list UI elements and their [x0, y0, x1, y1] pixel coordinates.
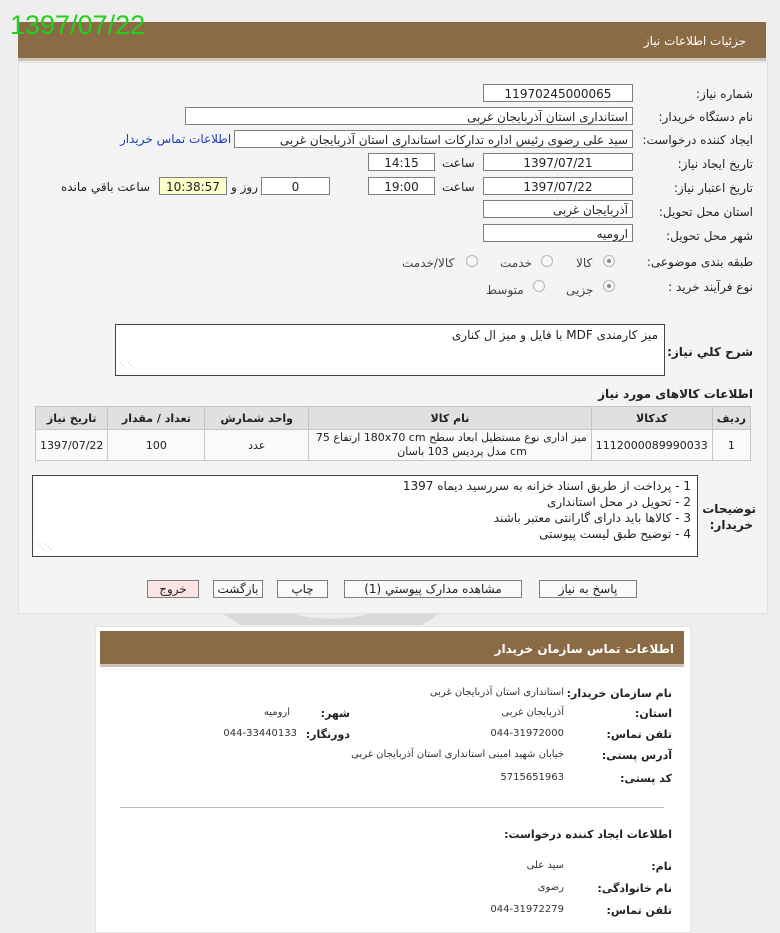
cell-date: 1397/07/22 — [36, 430, 108, 461]
city-label: شهر محل تحویل: — [666, 229, 753, 243]
buyer-contact-card — [95, 626, 691, 933]
category-label: طبقه بندی موضوعی: — [646, 255, 753, 269]
note-line-2: 2 - تحویل در محل استانداری — [547, 495, 691, 509]
contact-phone-value: 044-31972000 — [490, 728, 564, 739]
contact-city-value: ارومیه — [263, 707, 290, 718]
valid-date-field[interactable]: 1397/07/22 — [483, 177, 633, 195]
cell-unit: عدد — [205, 430, 309, 461]
contact-divider — [120, 807, 664, 808]
contact-fax-value: 044-33440133 — [223, 728, 297, 739]
category-radio-service[interactable] — [541, 255, 553, 267]
cell-qty: 100 — [108, 430, 205, 461]
contact-province-value: آذربایجان غربی — [501, 707, 564, 718]
date-stamp: 1397/07/22 — [10, 10, 146, 40]
buyer-notes-label-1: توضیحات — [702, 502, 756, 516]
resize-grip-icon[interactable]: ⋰⋰ — [36, 542, 52, 551]
purchase-radio-medium[interactable] — [533, 280, 545, 292]
contact-org-label: نام سازمان خریدار: — [566, 687, 672, 700]
created-date-label: تاریخ ایجاد نیاز: — [677, 157, 753, 171]
purchase-type-label: نوع فرآیند خرید : — [668, 280, 753, 294]
col-qty: تعداد / مقدار — [108, 407, 205, 430]
note-line-4: 4 - توضیح طبق لیست پیوستی — [539, 527, 691, 541]
remaining-time-field[interactable]: 10:38:57 — [159, 177, 227, 195]
reply-button[interactable]: پاسخ به نیاز — [539, 580, 637, 598]
cell-code: 1112000089990033 — [591, 430, 712, 461]
days-label: روز و — [231, 180, 258, 194]
page-title: جزئیات اطلاعات نیاز — [643, 34, 746, 48]
need-number-label: شماره نیاز: — [696, 87, 753, 101]
contact-fax-label: دورنگار: — [305, 728, 350, 741]
category-option-both: کالا/خدمت — [402, 256, 455, 270]
creator-phone-value: 044-31972279 — [490, 904, 564, 915]
note-line-3: 3 - کالاها باید دارای گارانتی معتبر باشند — [493, 511, 691, 525]
valid-date-label: تاریخ اعتبار نیاز: — [673, 181, 753, 195]
purchase-radio-minor[interactable] — [603, 280, 615, 292]
table-row — [36, 430, 751, 461]
province-field[interactable]: آذربایجان غربی — [483, 200, 633, 218]
buyer-notes-label-2: خریدار: — [709, 518, 753, 532]
contact-org-value: استانداری استان آذربایجان غربی — [429, 687, 564, 698]
view-attachments-button[interactable]: مشاهده مدارک پیوستي (1) — [344, 580, 522, 598]
buyer-org-label: نام دستگاه خریدار: — [658, 110, 753, 124]
col-name: نام کالا — [309, 407, 592, 430]
valid-time-field[interactable]: 19:00 — [368, 177, 435, 195]
goods-table — [35, 406, 751, 461]
creator-info-title: اطلاعات ایجاد کننده درخواست: — [504, 828, 672, 841]
contact-header — [100, 631, 684, 667]
province-label: استان محل تحویل: — [658, 205, 753, 219]
contact-postal-value: 5715651963 — [500, 772, 564, 783]
creator-label: ایجاد کننده درخواست: — [642, 133, 753, 147]
contact-title: اطلاعات تماس سازمان خریدار — [494, 642, 674, 656]
created-time-field[interactable]: 14:15 — [368, 153, 435, 171]
cell-name-line2: cm مدل پردیس 103 باسان — [397, 445, 527, 458]
remaining-label: ساعت باقي مانده — [61, 180, 151, 194]
col-row: ردیف — [712, 407, 750, 430]
creator-family-value: رضوی — [537, 882, 564, 893]
cell-name-line1: میز اداری نوع مستطیل ابعاد سطح 180x70 cm ارتفاع 75 — [315, 431, 587, 444]
contact-postal-label: کد پستی: — [620, 772, 672, 785]
city-field[interactable]: ارومیه — [483, 224, 633, 242]
contact-province-label: استان: — [635, 707, 672, 720]
days-field[interactable]: 0 — [261, 177, 330, 195]
exit-button[interactable]: خروج — [147, 580, 199, 598]
summary-text: میز کارمندی MDF با فایل و میز ال کناری — [451, 328, 658, 342]
buyer-org-field[interactable]: استانداری استان آذربایجان غربی — [185, 107, 633, 125]
creator-field[interactable]: سید علی رضوی رئیس اداره تدارکات استانداری استان آذربایجان غربی — [234, 130, 633, 148]
creator-phone-label: تلفن تماس: — [606, 904, 672, 917]
summary-label: شرح کلي نياز: — [667, 345, 753, 359]
note-line-1: 1 - پرداخت از طریق اسناد خزانه به سررسید دیماه 1397 — [402, 479, 691, 493]
back-button[interactable]: بازگشت — [213, 580, 263, 598]
resize-grip-icon[interactable]: ⋰⋰ — [119, 361, 135, 370]
col-code: کدکالا — [591, 407, 712, 430]
contact-address-value: خیابان شهید امینی استانداری استان آذربایجان غربی — [351, 749, 564, 760]
creator-name-label: نام: — [651, 860, 672, 873]
contact-phone-label: تلفن تماس: — [606, 728, 672, 741]
col-date: تاریخ نیاز — [36, 407, 108, 430]
valid-time-label: ساعت — [442, 180, 475, 194]
col-unit: واحد شمارش — [205, 407, 309, 430]
buyer-contact-link[interactable]: اطلاعات تماس خریدار — [120, 132, 232, 146]
category-option-goods: کالا — [576, 256, 593, 270]
contact-address-label: آدرس پستی: — [601, 749, 672, 762]
category-radio-goods[interactable] — [603, 255, 615, 267]
cell-row: 1 — [712, 430, 750, 461]
category-radio-both[interactable] — [466, 255, 478, 267]
cell-name — [309, 430, 592, 461]
summary-textarea[interactable] — [115, 324, 665, 376]
creator-family-label: نام خانوادگی: — [597, 882, 672, 895]
buyer-notes-textarea[interactable] — [32, 475, 698, 557]
purchase-option-minor: جزیی — [566, 283, 594, 297]
category-option-service: خدمت — [500, 256, 532, 270]
purchase-option-medium: متوسط — [486, 283, 524, 297]
contact-city-label: شهر: — [320, 707, 350, 720]
goods-section-title: اطلاعات کالاهای مورد نیاز — [598, 387, 753, 401]
print-button[interactable]: چاپ — [277, 580, 328, 598]
created-date-field[interactable]: 1397/07/21 — [483, 153, 633, 171]
creator-name-value: سید علی — [526, 860, 564, 871]
need-number-field[interactable]: 11970245000065 — [483, 84, 633, 102]
created-time-label: ساعت — [442, 156, 475, 170]
